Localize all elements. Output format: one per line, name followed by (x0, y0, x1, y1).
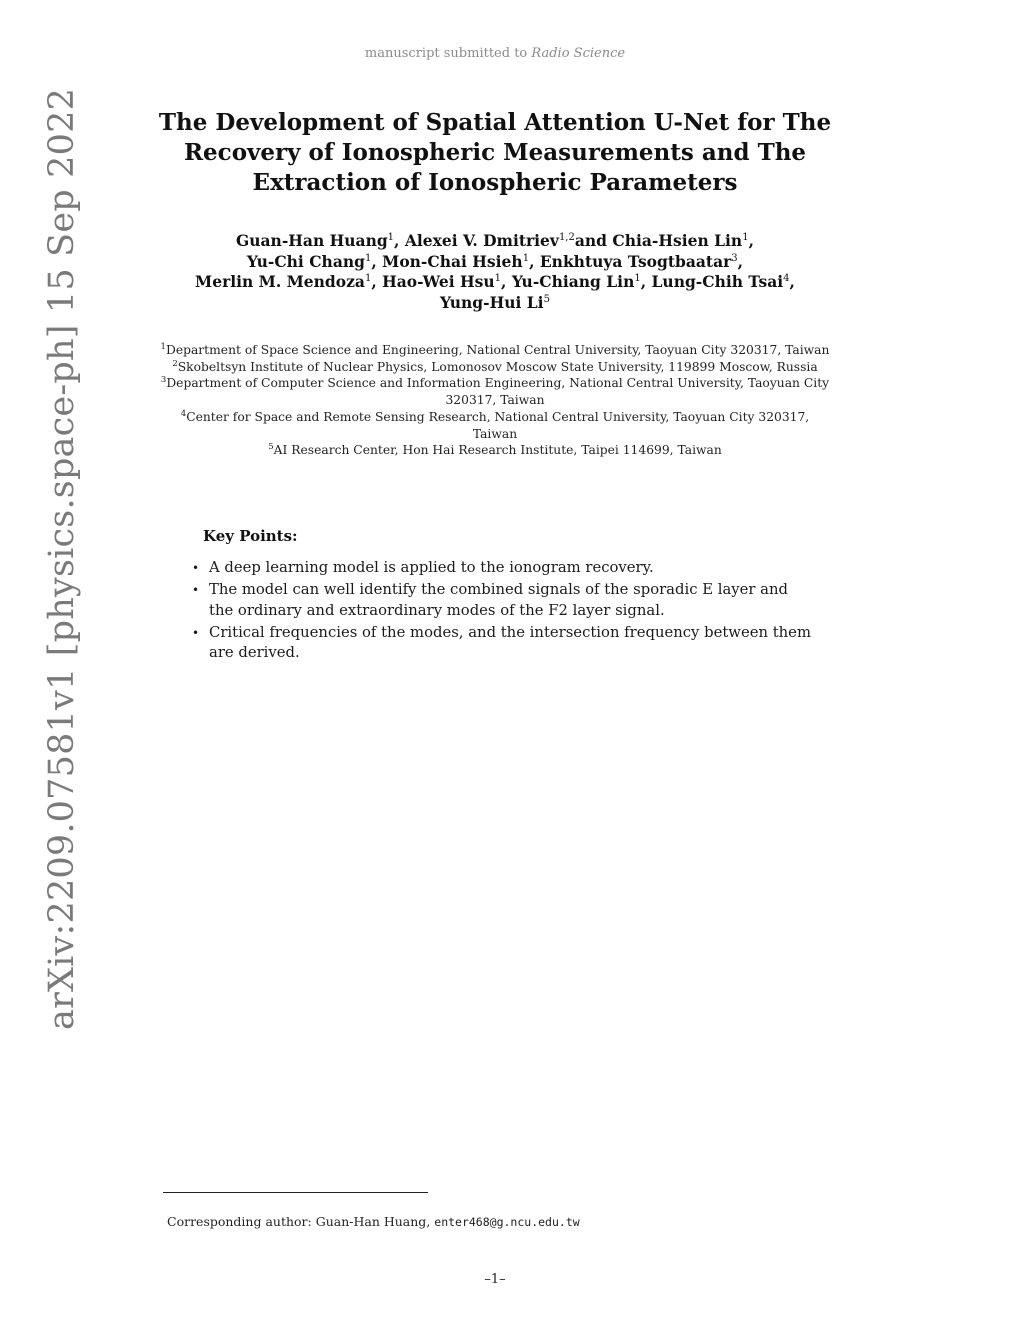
title-line-3: Extraction of Ionospheric Parameters (252, 169, 738, 196)
key-point-text: Critical frequencies of the modes, and the intersection frequency between them are derived. (209, 623, 811, 661)
affiliation-list (160, 342, 830, 459)
author-separator: , (394, 231, 405, 250)
affiliation-item (160, 342, 830, 359)
author-list (150, 231, 840, 313)
key-point-text: The model can well identify the combined signals of the sporadic E layer and the ordinary and extraordinary modes of the F2 layer signal. (209, 581, 788, 619)
author-separator: , (640, 272, 652, 291)
affiliation-text: AI Research Center, Hon Hai Research Institute, Taipei 114699, Taiwan (273, 443, 722, 458)
key-point-item (190, 580, 815, 621)
key-points-list (190, 558, 815, 665)
affiliation-number: 3 (160, 375, 167, 386)
bullet-icon: • (192, 561, 200, 575)
author-affiliation-mark: 1 (494, 273, 502, 284)
author-affiliation-mark: 1 (742, 232, 749, 243)
author-separator: , (501, 272, 512, 291)
author-affiliation-mark: 5 (543, 293, 550, 305)
bullet-icon: • (192, 583, 200, 597)
corresponding-author-footnote (167, 1214, 580, 1229)
corresponding-author-label: Corresponding author: Guan-Han Huang, (167, 1214, 435, 1229)
affiliation-item (160, 409, 830, 442)
author-line-3: Merlin M. Mendoza$^1$, Hao-Wei Hsu$^1$, Yu-Chiang Lin$^1$, Lung-Chih Tsai$^4$, (195, 272, 795, 291)
footnote-rule (163, 1192, 428, 1193)
author-name: Yu-Chi Chang (246, 251, 365, 271)
author-line-1: Guan-Han Huang$^1$, Alexei V. Dmitriev$^{1,2}$and Chia-Hsien Lin$^1$, (236, 231, 754, 250)
paper-title (150, 108, 840, 198)
running-header (0, 46, 990, 61)
affiliation-text: Department of Computer Science and Information Engineering, National Central University, Taoyuan City 320317, Taiwan (166, 376, 830, 408)
affiliation-item (160, 359, 830, 376)
author-affiliation-mark: 1 (387, 232, 395, 243)
author-separator: , (371, 272, 383, 291)
author-name: Mon-Chai Hsieh (382, 251, 523, 271)
affiliation-number: 4 (180, 408, 187, 419)
affiliation-item (160, 375, 830, 408)
affiliation-number: 2 (172, 358, 178, 369)
affiliation-number: 5 (268, 442, 274, 453)
author-affiliation-mark: 1 (522, 252, 530, 264)
author-affiliation-mark: 1 (364, 252, 372, 264)
author-affiliation-mark: 3 (731, 252, 738, 264)
key-point-text: A deep learning model is applied to the ionogram recovery. (209, 559, 654, 576)
author-name: Merlin M. Mendoza (195, 272, 365, 291)
key-point-item (190, 558, 815, 579)
title-line-1: The Development of Spatial Attention U-Net for The (158, 109, 832, 136)
author-name: Enkhtuya Tsogtbaatar (539, 251, 732, 271)
affiliation-number: 1 (160, 342, 166, 352)
author-name: Guan-Han Huang (236, 231, 388, 250)
affiliation-text: Skobeltsyn Institute of Nuclear Physics, Lomonosov Moscow State University, 119899 Moscow, Russia (177, 359, 818, 374)
author-and: and (574, 231, 613, 250)
affiliation-text: Center for Space and Remote Sensing Research, National Central University, Taoyuan City 320317, Taiwan (186, 409, 810, 441)
arxiv-stamp[interactable]: arXiv:2209.07581v1 [physics.space-ph] 15 Sep 2022 (42, 87, 82, 1030)
author-line-2: Yu-Chi Chang$^1$, Mon-Chai Hsieh$^1$, Enkhtuya Tsogtbaatar$^3$, (246, 251, 744, 271)
author-separator: , (371, 251, 383, 271)
author-affiliation-mark: 1,2 (558, 232, 575, 243)
journal-name: Radio Science (531, 46, 626, 61)
author-separator: , (529, 251, 540, 271)
title-line-2: Recovery of Ionospheric Measurements and The (183, 139, 807, 166)
author-affiliation-mark: 4 (783, 273, 790, 284)
author-name: Yu-Chiang Lin (511, 272, 635, 291)
bullet-icon: • (192, 625, 200, 640)
author-name: Lung-Chih Tsai (651, 272, 784, 291)
author-name: Yung-Hui Li (440, 292, 544, 312)
affiliation-text: Department of Space Science and Engineering, National Central University, Taoyuan City 320317, Taiwan (165, 343, 830, 357)
author-name: Alexei V. Dmitriev (404, 231, 559, 250)
author-affiliation-mark: 1 (364, 273, 372, 284)
page-number: –1– (484, 1272, 506, 1287)
author-name: Hao-Wei Hsu (382, 272, 495, 291)
author-name: Chia-Hsien Lin (612, 231, 743, 250)
key-points-heading: Key Points: (203, 527, 298, 545)
key-point-item (190, 623, 815, 664)
running-header-prefix: manuscript submitted to (364, 46, 532, 61)
corresponding-author-email[interactable]: enter468@g.ncu.edu.tw (434, 1215, 580, 1229)
author-affiliation-mark: 1 (634, 273, 641, 284)
author-line-4 (150, 293, 840, 314)
affiliation-item (160, 442, 830, 459)
